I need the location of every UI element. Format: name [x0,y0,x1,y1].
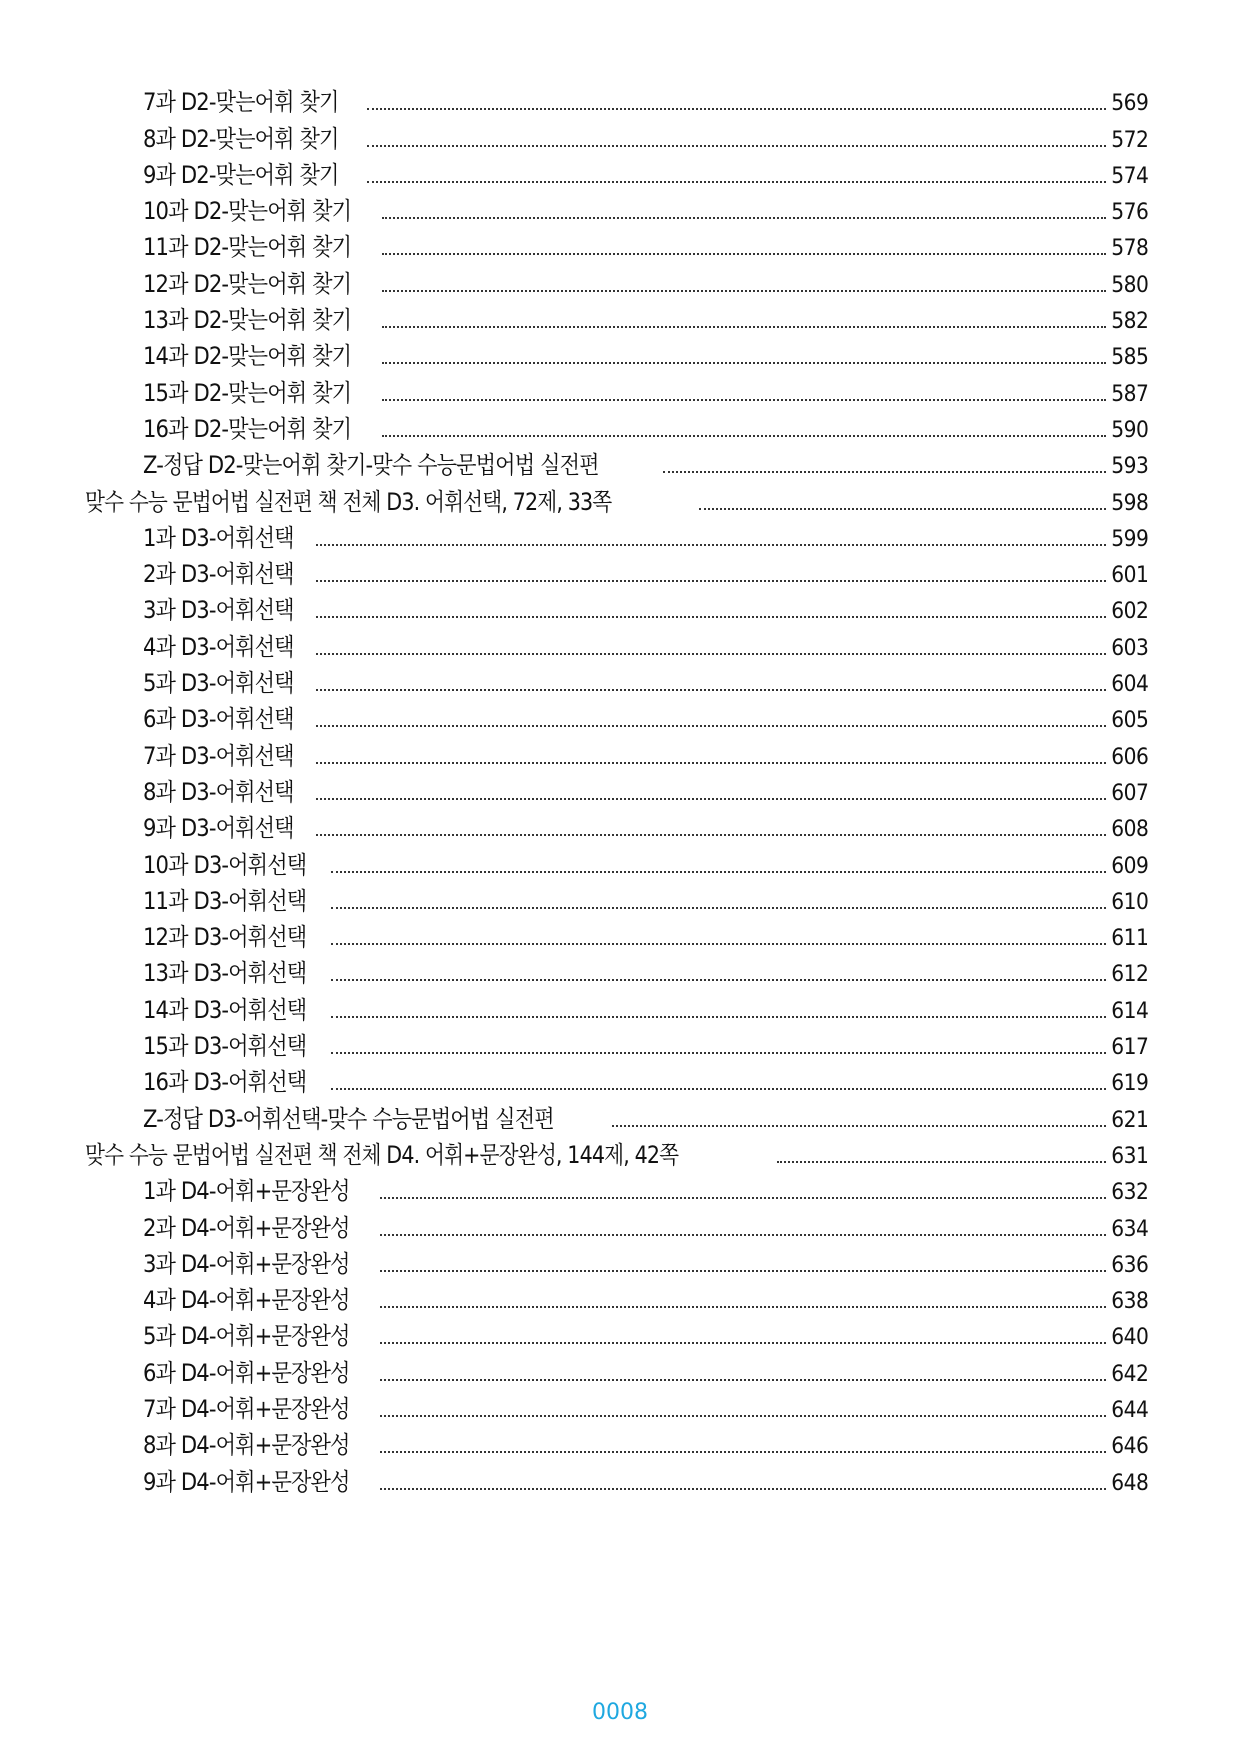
toc-entry-page-number: 644 [1111,1397,1149,1423]
toc-entry-title: 10과 D3-어휘선택 [143,850,307,879]
toc-entry-line [143,996,1148,1026]
toc-entry[interactable] [0,705,1240,741]
toc-entry-page-number: 614 [1111,998,1149,1024]
toc-entry-page-number: 602 [1111,599,1149,625]
toc-entry-page-number: 608 [1111,817,1149,843]
page-number: 0008 [592,1700,648,1725]
toc-entry[interactable] [0,1431,1240,1467]
toc-entry-page-number: 569 [1111,91,1149,117]
toc-entry-line [143,633,1148,663]
toc-entry-page-number: 640 [1111,1325,1149,1351]
toc-entry-title: Z-정답 D3-어휘선택-맞수 수능문법어법 실전편 [143,1104,554,1133]
toc-entry-line [143,851,1148,881]
toc-entry-line [85,1141,1148,1171]
dot-leader [331,1052,1107,1054]
toc-entry-page-number: 638 [1111,1289,1149,1315]
toc-entry-page-number: 587 [1111,381,1149,407]
toc-entry-line [143,1032,1148,1062]
toc-entry[interactable] [0,850,1240,886]
toc-entry-title: 8과 D3-어휘선택 [143,777,294,806]
dot-leader [316,653,1106,655]
toc-entry-line [143,1177,1148,1207]
dot-leader [331,979,1107,981]
dot-leader [331,1016,1107,1018]
toc-entry-line [143,1431,1148,1461]
toc-entry-line [143,342,1148,372]
toc-entry-page-number: 603 [1111,635,1149,661]
toc-entry[interactable] [0,415,1240,451]
dot-leader [382,435,1107,437]
dot-leader [316,544,1106,546]
toc-section-entry[interactable] [0,1141,1240,1177]
toc-entry[interactable] [0,741,1240,777]
dot-leader [380,1270,1106,1272]
dot-leader [316,616,1106,618]
toc-entry-page-number: 646 [1111,1434,1149,1460]
toc-entry-page-number: 632 [1111,1180,1149,1206]
dot-leader [380,1415,1106,1417]
toc-entry-title: 16과 D3-어휘선택 [143,1068,307,1097]
toc-entry-title: 1과 D4-어휘+문장완성 [143,1177,350,1206]
toc-entry-title: 2과 D4-어휘+문장완성 [143,1213,350,1242]
table-of-contents [0,88,1240,1504]
toc-entry-line [85,488,1148,518]
toc-entry-line [143,1250,1148,1280]
toc-entry[interactable] [0,995,1240,1031]
dot-leader [612,1125,1106,1127]
toc-entry-title: 13과 D3-어휘선택 [143,959,307,988]
dot-leader [316,689,1106,691]
toc-entry[interactable] [0,959,1240,995]
dot-leader [316,834,1106,836]
toc-entry-line [143,1068,1148,1098]
toc-entry-title: 12과 D3-어휘선택 [143,923,307,952]
toc-entry-title: 15과 D3-어휘선택 [143,1032,307,1061]
toc-entry[interactable] [0,233,1240,269]
toc-entry-page-number: 601 [1111,563,1149,589]
toc-entry-line [143,1286,1148,1316]
toc-entry-title: 11과 D2-맞는어휘 찾기 [143,233,352,262]
toc-entry-page-number: 636 [1111,1252,1149,1278]
toc-entry-line [143,270,1148,300]
toc-entry-title: 14과 D2-맞는어휘 찾기 [143,342,352,371]
toc-entry-page-number: 605 [1111,708,1149,734]
toc-entry-page-number: 609 [1111,853,1149,879]
toc-entry-line [143,233,1148,263]
dot-leader [380,1234,1106,1236]
toc-entry-page-number: 642 [1111,1361,1149,1387]
toc-entry-page-number: 599 [1111,526,1149,552]
toc-entry-page-number: 606 [1111,744,1149,770]
toc-entry[interactable] [0,669,1240,705]
dot-leader [367,181,1106,183]
toc-entry-page-number: 590 [1111,417,1149,443]
dot-leader [380,1379,1106,1381]
toc-entry-title: 9과 D4-어휘+문장완성 [143,1467,350,1496]
toc-entry[interactable] [0,596,1240,632]
toc-entry[interactable] [0,1068,1240,1104]
toc-entry-title: 8과 D4-어휘+문장완성 [143,1431,350,1460]
toc-entry[interactable] [0,1395,1240,1431]
toc-entry-page-number: 574 [1111,163,1149,189]
dot-leader [699,508,1106,510]
dot-leader [380,1342,1106,1344]
toc-entry[interactable] [0,88,1240,124]
dot-leader [382,326,1107,328]
toc-entry-title: 14과 D3-어휘선택 [143,995,307,1024]
toc-entry-line [143,306,1148,336]
toc-entry-line [143,379,1148,409]
toc-entry[interactable] [0,923,1240,959]
toc-entry-page-number: 648 [1111,1470,1149,1496]
dot-leader [380,1488,1106,1490]
toc-entry-line [143,1105,1148,1135]
toc-entry-line [143,1395,1148,1425]
dot-leader [316,725,1106,727]
toc-entry-page-number: 572 [1111,127,1149,153]
toc-entry-line [143,197,1148,227]
toc-entry-page-number: 607 [1111,780,1149,806]
dot-leader [331,871,1107,873]
toc-entry[interactable] [0,1358,1240,1394]
toc-entry[interactable] [0,451,1240,487]
dot-leader [367,145,1106,147]
toc-entry[interactable] [0,197,1240,233]
toc-entry-line [143,524,1148,554]
toc-entry-line [143,742,1148,772]
toc-entry-title: 10과 D2-맞는어휘 찾기 [143,197,352,226]
dot-leader [382,362,1107,364]
toc-entry-page-number: 631 [1111,1143,1149,1169]
toc-entry-title: 11과 D3-어휘선택 [143,886,307,915]
toc-entry-page-number: 611 [1111,926,1149,952]
toc-entry-page-number: 576 [1111,200,1149,226]
toc-entry[interactable] [0,1322,1240,1358]
toc-entry[interactable] [0,269,1240,305]
toc-entry-title: 4과 D4-어휘+문장완성 [143,1286,350,1315]
toc-entry[interactable] [0,161,1240,197]
dot-leader [316,798,1106,800]
toc-entry[interactable] [0,342,1240,378]
dot-leader [380,1306,1106,1308]
toc-entry-page-number: 604 [1111,672,1149,698]
toc-entry-title: 12과 D2-맞는어휘 찾기 [143,269,352,298]
dot-leader [331,943,1107,945]
dot-leader [316,580,1106,582]
toc-entry-title: 1과 D3-어휘선택 [143,523,294,552]
toc-entry-line [143,923,1148,953]
toc-entry-line [143,451,1148,481]
dot-leader [382,399,1107,401]
toc-entry-title: 9과 D2-맞는어휘 찾기 [143,160,339,189]
toc-entry-title: 13과 D2-맞는어휘 찾기 [143,306,352,335]
toc-entry-title: 3과 D4-어휘+문장완성 [143,1249,350,1278]
toc-entry[interactable] [0,1032,1240,1068]
toc-entry-title: 7과 D2-맞는어휘 찾기 [143,88,339,117]
toc-entry-line [143,1322,1148,1352]
toc-entry-line [143,1468,1148,1498]
toc-entry[interactable] [0,1286,1240,1322]
toc-entry-page-number: 580 [1111,272,1149,298]
toc-entry-title: 5과 D3-어휘선택 [143,669,294,698]
toc-section-entry[interactable] [0,487,1240,523]
toc-entry-title: 6과 D3-어휘선택 [143,705,294,734]
toc-entry[interactable] [0,1177,1240,1213]
toc-entry[interactable] [0,560,1240,596]
toc-entry-line [143,1359,1148,1389]
dot-leader [331,907,1107,909]
toc-entry-title: 맞수 수능 문법어법 실전편 책 전체 D4. 어휘+문장완성, 144제, 42쪽 [85,1140,679,1169]
dot-leader [382,253,1107,255]
toc-entry-title: 8과 D2-맞는어휘 찾기 [143,124,339,153]
toc-entry-title: 맞수 수능 문법어법 실전편 책 전체 D3. 어휘선택, 72제, 33쪽 [85,487,612,516]
toc-entry[interactable] [0,778,1240,814]
dot-leader [367,108,1106,110]
toc-entry-title: 7과 D4-어휘+문장완성 [143,1394,350,1423]
toc-entry-title: 7과 D3-어휘선택 [143,741,294,770]
toc-entry-line [143,814,1148,844]
dot-leader [382,290,1107,292]
toc-entry-title: 6과 D4-어휘+문장완성 [143,1358,350,1387]
toc-entry[interactable] [0,632,1240,668]
dot-leader [663,471,1106,473]
dot-leader [380,1451,1106,1453]
toc-entry-title: 9과 D3-어휘선택 [143,814,294,843]
toc-entry-line [143,415,1148,445]
toc-entry[interactable] [0,1250,1240,1286]
toc-entry-page-number: 612 [1111,962,1149,988]
toc-entry-title: 4과 D3-어휘선택 [143,632,294,661]
toc-entry-page-number: 578 [1111,236,1149,262]
dot-leader [380,1197,1106,1199]
toc-entry[interactable] [0,524,1240,560]
toc-entry-line [143,959,1148,989]
toc-entry-page-number: 585 [1111,345,1149,371]
toc-entry-line [143,669,1148,699]
toc-entry-title: 3과 D3-어휘선택 [143,596,294,625]
toc-entry-title: Z-정답 D2-맞는어휘 찾기-맞수 수능문법어법 실전편 [143,451,599,480]
toc-entry-page-number: 617 [1111,1035,1149,1061]
toc-entry-line [143,1214,1148,1244]
dot-leader [316,762,1106,764]
toc-entry[interactable] [0,887,1240,923]
toc-entry[interactable] [0,306,1240,342]
toc-entry-line [143,596,1148,626]
dot-leader [382,217,1107,219]
toc-entry-line [143,705,1148,735]
toc-entry-title: 15과 D2-맞는어휘 찾기 [143,378,352,407]
toc-entry-page-number: 610 [1111,889,1149,915]
toc-entry-title: 16과 D2-맞는어휘 찾기 [143,414,352,443]
toc-entry[interactable] [0,1213,1240,1249]
toc-entry-line [143,161,1148,191]
dot-leader [777,1161,1106,1163]
toc-entry-line [143,125,1148,155]
toc-entry-page-number: 598 [1111,490,1149,516]
dot-leader [331,1088,1107,1090]
toc-entry-page-number: 619 [1111,1071,1149,1097]
toc-entry-line [143,887,1148,917]
toc-entry-line [143,88,1148,118]
toc-entry[interactable] [0,1467,1240,1503]
toc-entry-page-number: 621 [1111,1107,1149,1133]
toc-entry-page-number: 593 [1111,454,1149,480]
toc-entry-line [143,560,1148,590]
toc-entry[interactable] [0,1104,1240,1140]
toc-entry-title: 2과 D3-어휘선택 [143,560,294,589]
toc-entry-page-number: 634 [1111,1216,1149,1242]
toc-entry[interactable] [0,378,1240,414]
toc-entry[interactable] [0,124,1240,160]
toc-entry-line [143,778,1148,808]
toc-entry-title: 5과 D4-어휘+문장완성 [143,1322,350,1351]
toc-entry-page-number: 582 [1111,309,1149,335]
toc-entry[interactable] [0,814,1240,850]
